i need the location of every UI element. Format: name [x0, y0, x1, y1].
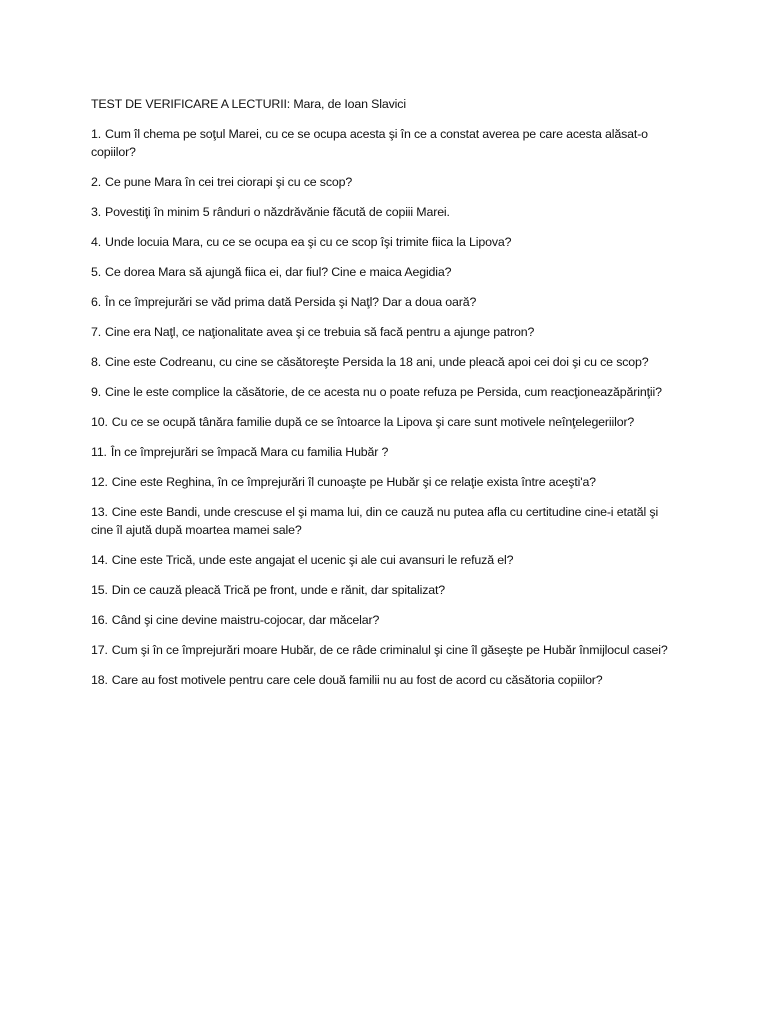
question-text: Ce pune Mara în cei trei ciorapi şi cu ce scop? — [105, 175, 353, 189]
question-text: În ce împrejurări se împacă Mara cu familia Hubăr ? — [110, 445, 389, 459]
question-item — [91, 263, 681, 281]
question-item — [91, 203, 681, 221]
question-number: 14. — [91, 553, 108, 567]
question-text: Cine este Trică, unde este angajat el ucenic şi ale cui avansuri le refuză el? — [111, 553, 514, 567]
question-number: 3. — [91, 205, 102, 219]
question-item — [91, 173, 681, 191]
question-item — [91, 551, 681, 569]
document-title: TEST DE VERIFICARE A LECTURII: Mara, de Ioan Slavici — [91, 97, 406, 111]
question-text: Cine era Naţl, ce naţionalitate avea şi ce trebuia să facă pentru a ajunge patron? — [105, 325, 535, 339]
question-item — [91, 581, 681, 599]
question-item — [91, 611, 681, 629]
question-number: 18. — [91, 673, 108, 687]
question-item — [91, 293, 681, 311]
question-number: 17. — [91, 643, 108, 657]
question-number: 5. — [91, 265, 102, 279]
question-item — [91, 323, 681, 341]
question-text: Din ce cauză pleacă Trică pe front, unde e rănit, dar spitalizat? — [111, 583, 446, 597]
question-number: 2. — [91, 175, 102, 189]
question-text: Unde locuia Mara, cu ce se ocupa ea şi cu ce scop îşi trimite fiica la Lipova? — [105, 235, 512, 249]
question-number: 11. — [91, 445, 107, 459]
document-content — [91, 95, 681, 701]
question-number: 7. — [91, 325, 102, 339]
question-text: Cine este Codreanu, cu cine se căsătoreşte Persida la 18 ani, unde pleacă apoi cei doi şi cu ce scop? — [105, 355, 649, 369]
question-text: Când şi cine devine maistru-cojocar, dar măcelar? — [111, 613, 380, 627]
question-text: Cum îl chema pe soţul Marei, cu ce se ocupa acesta şi în ce a constat averea pe care acesta alăsat-o copiilor? — [91, 127, 648, 159]
question-item — [91, 443, 681, 461]
question-number: 4. — [91, 235, 102, 249]
question-text: Povestiţi în minim 5 rânduri o năzdrăvănie făcută de copiii Marei. — [105, 205, 450, 219]
question-item — [91, 641, 681, 659]
question-text: Care au fost motivele pentru care cele două familii nu au fost de acord cu căsătoria copiilor? — [111, 673, 603, 687]
question-list — [91, 125, 681, 689]
question-number: 9. — [91, 385, 102, 399]
question-item — [91, 383, 681, 401]
question-item — [91, 125, 681, 161]
question-text: În ce împrejurări se văd prima dată Persida şi Naţl? Dar a doua oară? — [105, 295, 477, 309]
question-number: 16. — [91, 613, 108, 627]
question-item — [91, 503, 681, 539]
question-number: 10. — [91, 415, 108, 429]
question-text: Cu ce se ocupă tânăra familie după ce se întoarce la Lipova şi care sunt motivele neînţelegeriilor? — [111, 415, 635, 429]
question-text: Ce dorea Mara să ajungă fiica ei, dar fiul? Cine e maica Aegidia? — [105, 265, 452, 279]
question-text: Cine este Bandi, unde crescuse el şi mama lui, din ce cauză nu putea afla cu certitudine cine-i etatăl şi cine îl ajută după moartea mamei sale? — [91, 505, 659, 537]
question-number: 1. — [91, 127, 102, 141]
question-text: Cum şi în ce împrejurări moare Hubăr, de ce râde criminalul şi cine îl găseşte pe Hubăr înmijlocul casei? — [111, 643, 668, 657]
question-item — [91, 233, 681, 251]
question-number: 13. — [91, 505, 108, 519]
question-item — [91, 671, 681, 689]
question-text: Cine le este complice la căsătorie, de ce acesta nu o poate refuza pe Persida, cum reacţioneazăpărinţii? — [105, 385, 662, 399]
question-number: 8. — [91, 355, 102, 369]
question-number: 6. — [91, 295, 102, 309]
question-item — [91, 473, 681, 491]
question-item — [91, 353, 681, 371]
question-number: 12. — [91, 475, 108, 489]
question-text: Cine este Reghina, în ce împrejurări îl cunoaşte pe Hubăr şi ce relaţie exista între aceşti'a? — [111, 475, 596, 489]
question-item — [91, 413, 681, 431]
question-number: 15. — [91, 583, 108, 597]
